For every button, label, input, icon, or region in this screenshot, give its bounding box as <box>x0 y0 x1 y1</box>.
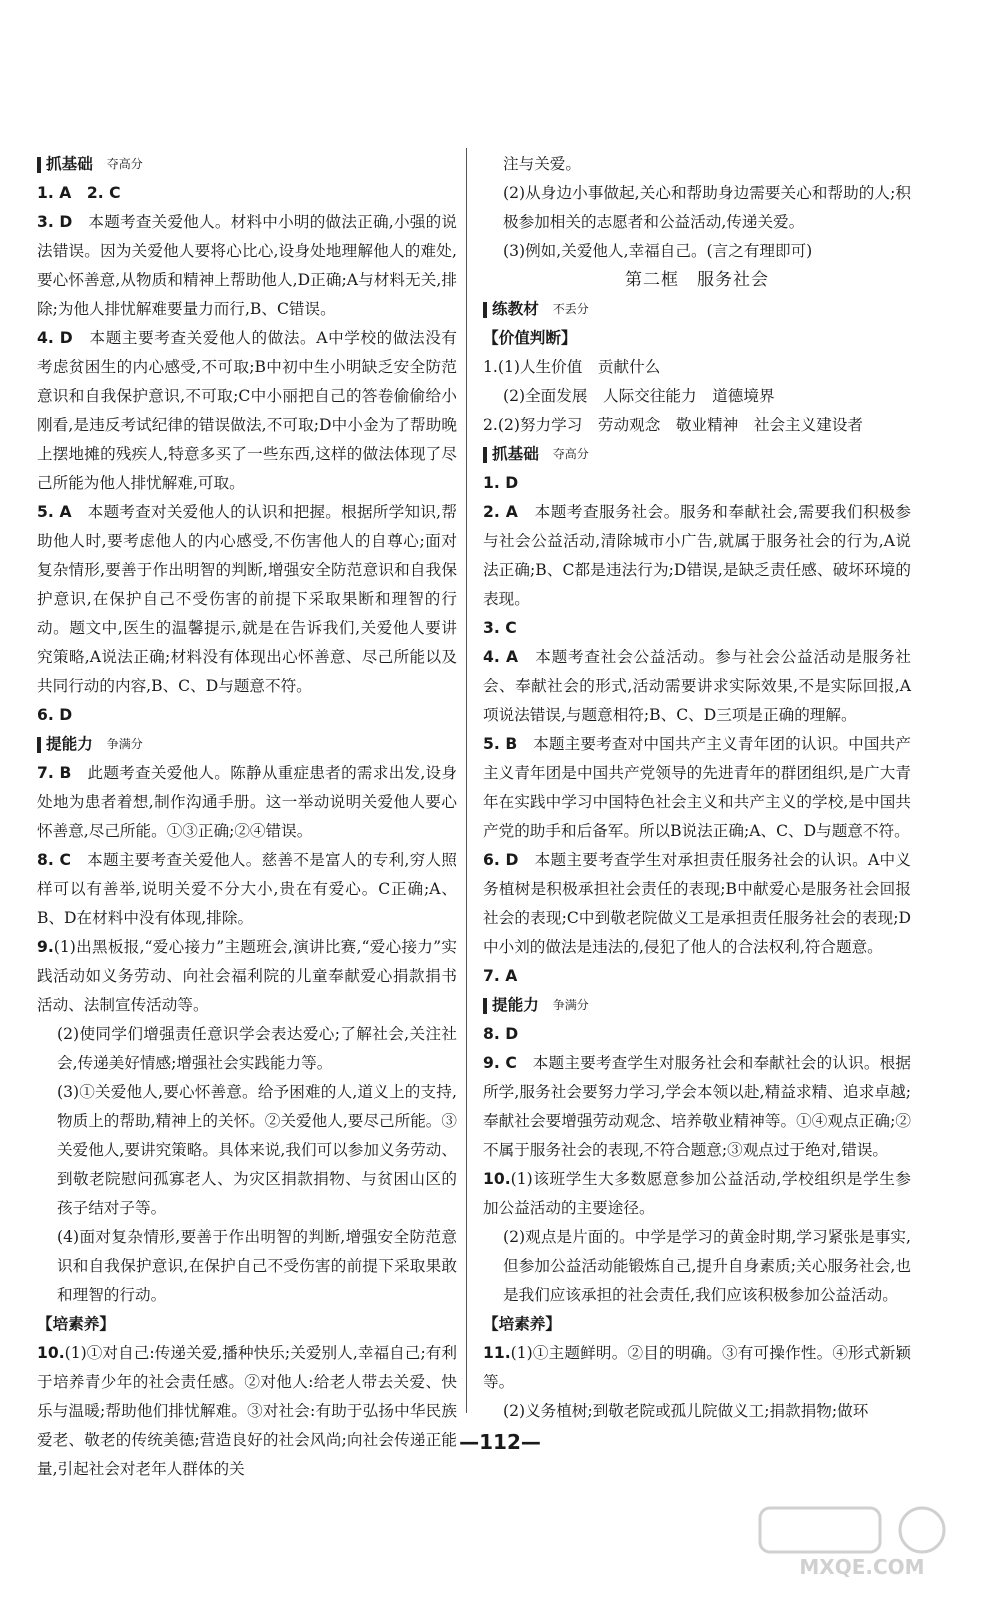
answer-item <box>37 759 457 846</box>
answer-item <box>37 933 457 1020</box>
answer-item <box>483 1165 911 1223</box>
answer-number: 7. A <box>483 967 518 985</box>
answer-number: 1. A 2. C <box>37 184 121 202</box>
answer-text: 本题主要考查关爱他人的做法。A中学校的做法没有考虑贫困生的内心感受,不可取;B中初中生小明缺乏安全防范意识和自我保护意识,不可取;C中小丽把自己的答卷偷偷给小刚看,是违反考试纪律的错误做法,不可取;D中小金为了帮助晚上摆地摊的残疾人,特意多买了一些东西,这样的做法体现了尽己所能为他人排忧解难,可取。 <box>37 329 457 492</box>
answer-text: (1)出黑板报,“爱心接力”主题班会,演讲比赛,“爱心接力”实践活动如义务劳动、向社会福利院的儿童奉献爱心捐款捐书活动、法制宣传活动等。 <box>37 938 457 1014</box>
answer-text: (1)①对自己:传递关爱,播种快乐;关爱别人,幸福自己;有利于培养青少年的社会责任感。②对他人:给老人带去关爱、快乐与温暖;帮助他们排忧解难。③对社会:有助于弘扬中华民族爱老、敬老的传统美德;营造良好的社会风尚;向社会传递正能量,引起社会对老年人群体的关 <box>37 1344 457 1478</box>
answer-subitem: (2)使同学们增强责任意识学会表达爱心;了解社会,关注社会,传递美好情感;增强社会实践能力等。 <box>57 1025 457 1072</box>
heading-bar <box>483 302 487 318</box>
left-column <box>37 150 457 1484</box>
answer-number: 10. <box>483 1170 511 1188</box>
section-heading <box>37 730 457 759</box>
answer-line: (2)全面发展 人际交往能力 道德境界 <box>503 387 775 405</box>
answer-item <box>483 643 911 730</box>
answer-item <box>37 1339 457 1484</box>
bracket-heading: 【培素养】 <box>37 1315 115 1333</box>
answer-text: 本题主要考查学生对服务社会和奉献社会的认识。根据所学,服务社会要努力学习,学会本领以赴,精益求精、追求卓越;奉献社会要增强劳动观念、培养敬业精神等。①④观点正确;②不属于服务社会的表现,不符合题意;③观点过于绝对,错误。 <box>483 1054 911 1159</box>
section-title: 抓基础 <box>492 445 539 463</box>
answer-subitem: (3)①关爱他人,要心怀善意。给予困难的人,道义上的支持,物质上的帮助,精神上的关怀。②关爱他人,要尽己所能。③关爱他人,要讲究策略。具体来说,我们可以参加义务劳动、到敬老院慰问孤寡老人、为灾区捐款捐物、与贫困山区的孩子结对子等。 <box>57 1083 457 1217</box>
answer-item <box>483 1049 911 1165</box>
answer-text: 本题考查社会公益活动。参与社会公益活动是服务社会、奉献社会的形式,活动需要讲求实际效果,不是实际回报,A项说法错误,与题意相符;B、C、D三项是正确的理解。 <box>483 648 911 724</box>
answer-subitem: (2)义务植树;到敬老院或孤儿院做义工;捐款捐物;做环 <box>503 1402 869 1420</box>
answer-item <box>483 498 911 614</box>
answer-item <box>37 846 457 933</box>
right-column <box>483 150 911 1426</box>
answer-number: 3. C <box>483 619 517 637</box>
answer-line <box>483 962 911 991</box>
answer-line <box>483 614 911 643</box>
answer-number: 2. A <box>483 503 518 521</box>
answer-text: (1)①主题鲜明。②目的明确。③有可操作性。④形式新颖等。 <box>483 1344 911 1391</box>
answer-text: 此题考查关爱他人。陈静从重症患者的需求出发,设身处地为患者着想,制作沟通手册。这一举动说明关爱他人要心怀善意,尽己所能。①③正确;②④错误。 <box>37 764 457 840</box>
answer-text: 本题主要考查学生对承担责任服务社会的认识。A中义务植树是积极承担社会责任的表现;B中献爱心是服务社会回报社会的表现;C中到敬老院做义工是承担责任服务社会的表现;D中小刘的做法是违法的,侵犯了他人的合法权利,符合题意。 <box>483 851 911 956</box>
answer-item <box>483 846 911 962</box>
section-subtitle: 夺高分 <box>106 157 143 171</box>
answer-line <box>37 701 457 730</box>
answer-subitem: (4)面对复杂情形,要善于作出明智的判断,增强安全防范意识和自我保护意识,在保护自己不受伤害的前提下采取果敢和理智的行动。 <box>57 1228 457 1304</box>
section-title: 提能力 <box>46 735 93 753</box>
answer-number: 8. C <box>37 851 71 869</box>
answer-number: 8. D <box>483 1025 519 1043</box>
answer-text: 本题考查关爱他人。材料中小明的做法正确,小强的说法错误。因为关爱他人要将心比心,设身处地理解他人的难处,要心怀善意,从物质和精神上帮助他人,D正确;A与材料无关,排除;为他人排忧解难要量力而行,B、C错误。 <box>37 213 457 318</box>
answer-number: 5. A <box>37 503 72 521</box>
answer-number: 7. B <box>37 764 72 782</box>
answer-item <box>37 324 457 498</box>
answer-subitem: (2)观点是片面的。中学是学习的黄金时期,学习紧张是事实,但参加公益活动能锻炼自己,提升自身素质;关心服务社会,也是我们应该承担的社会责任,我们应该积极参加公益活动。 <box>503 1228 911 1304</box>
answer-item <box>483 730 911 846</box>
page-number: —112— <box>459 1430 541 1454</box>
answer-number: 11. <box>483 1344 511 1362</box>
answer-line <box>483 1020 911 1049</box>
section-heading <box>483 295 911 324</box>
answer-number: 6. D <box>37 706 73 724</box>
section-title: 提能力 <box>492 996 539 1014</box>
section-subtitle: 夺高分 <box>552 447 589 461</box>
answer-text: 本题考查服务社会。服务和奉献社会,需要我们积极参与社会公益活动,清除城市小广告,就属于服务社会的行为,A说法正确;B、C都是违法行为;D错误,是缺乏责任感、破坏环境的表现。 <box>483 503 911 608</box>
answer-text: 本题主要考查对中国共产主义青年团的认识。中国共产主义青年团是中国共产党领导的先进青年的群团组织,是广大青年在实践中学习中国特色社会主义和共产主义的学校,是中国共产党的助手和后备军。所以B说法正确;A、C、D与题意不符。 <box>483 735 911 840</box>
answer-subitem: (3)例如,关爱他人,幸福自己。(言之有理即可) <box>503 242 813 260</box>
bracket-heading: 【价值判断】 <box>483 329 577 347</box>
answer-number: 10. <box>37 1344 65 1362</box>
answer-number: 3. D <box>37 213 73 231</box>
section-title: 抓基础 <box>46 155 93 173</box>
answer-number: 9. C <box>483 1054 517 1072</box>
heading-bar <box>37 737 41 753</box>
column-divider <box>466 148 467 1413</box>
answer-continuation: 注与关爱。 <box>503 155 581 173</box>
answer-line: 2.(2)努力学习 劳动观念 敬业精神 社会主义建设者 <box>483 416 864 434</box>
heading-bar <box>483 998 487 1014</box>
answer-text: 本题主要考查关爱他人。慈善不是富人的专利,穷人照样可以有善举,说明关爱不分大小,贵在有爱心。C正确;A、B、D在材料中没有体现,排除。 <box>37 851 457 927</box>
lesson-title: 第二框 服务社会 <box>625 270 769 290</box>
section-heading <box>37 150 457 179</box>
section-subtitle: 争满分 <box>552 998 589 1012</box>
heading-bar <box>37 157 41 173</box>
answer-number: 5. B <box>483 735 518 753</box>
answer-line <box>483 469 911 498</box>
answer-subitem: (2)从身边小事做起,关心和帮助身边需要关心和帮助的人;积极参加相关的志愿者和公益活动,传递关爱。 <box>503 184 911 231</box>
section-heading <box>483 991 911 1020</box>
answer-line: 1.(1)人生价值 贡献什么 <box>483 358 661 376</box>
answer-number: 6. D <box>483 851 519 869</box>
answer-line <box>37 179 457 208</box>
answer-number: 4. A <box>483 648 519 666</box>
answer-number: 9. <box>37 938 54 956</box>
section-heading <box>483 440 911 469</box>
section-subtitle: 争满分 <box>106 737 143 751</box>
watermark-logo-icon <box>752 1502 972 1582</box>
section-subtitle: 不丢分 <box>552 302 589 316</box>
heading-bar <box>483 447 487 463</box>
answer-number: 1. D <box>483 474 519 492</box>
section-title: 练教材 <box>492 300 539 318</box>
answer-number: 4. D <box>37 329 73 347</box>
watermark-text: MXQE.COM <box>799 1555 925 1579</box>
answer-item <box>37 498 457 701</box>
answer-text: (1)该班学生大多数愿意参加公益活动,学校组织是学生参加公益活动的主要途径。 <box>483 1170 911 1217</box>
answer-text: 本题考查对关爱他人的认识和把握。根据所学知识,帮助他人时,要考虑他人的内心感受,不伤害他人的自尊心;面对复杂情形,要善于作出明智的判断,增强安全防范意识和自我保护意识,在保护自己不受伤害的前提下采取果断和理智的行动。题文中,医生的温馨提示,就是在告诉我们,关爱他人要讲究策略,A说法正确;材料没有体现出心怀善意、尽己所能以及共同行动的内容,B、C、D与题意不符。 <box>37 503 457 695</box>
answer-item <box>37 208 457 324</box>
answer-item <box>483 1339 911 1397</box>
bracket-heading: 【培素养】 <box>483 1315 561 1333</box>
